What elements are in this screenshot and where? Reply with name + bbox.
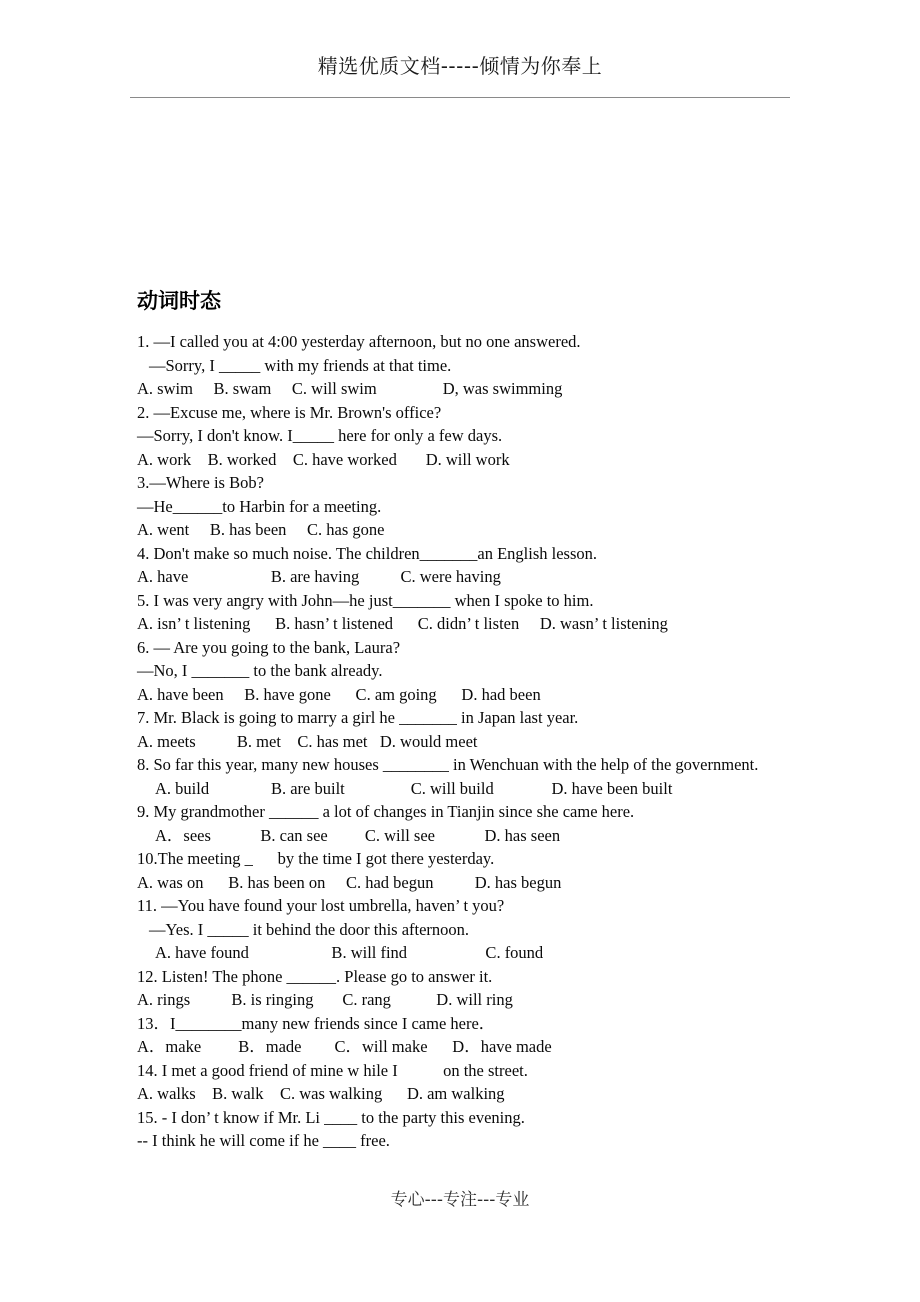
q3-options: A. went B. has been C. has gone (137, 520, 385, 539)
page-title: 动词时态 (137, 289, 221, 313)
q11-stem-b: —Yes. I _____ it behind the door this afternoon. (149, 919, 470, 939)
q15-stem-b: -- I think he will come if he ____ free. (137, 1131, 390, 1150)
q3-stem-b: —He______to Harbin for a meeting. (137, 496, 382, 516)
q5-stem: 5. I was very angry with John—he just_______ when I spoke to him. (137, 590, 594, 610)
q2-stem-b: —Sorry, I don't know. I_____ here for only a few days. (137, 426, 503, 445)
q15-stem-a: 15. ‑ I don’ t know if Mr. Li ____ to the party this evening. (137, 1107, 525, 1127)
q7-stem: 7. Mr. Black is going to marry a girl he _______ in Japan last year. (137, 708, 579, 727)
q12-stem: 12. Listen! The phone ______. Please go to answer it. (137, 966, 493, 986)
q1-stem-a: 1. —I called you at 4:00 yesterday afternoon, but no one answered. (137, 332, 581, 351)
q9-stem: 9. My grandmother ______ a lot of changes in Tianjin since she came here. (137, 802, 635, 821)
q4-stem: 4. Don't make so much noise. The children_______an English lesson. (137, 543, 598, 563)
q5-options: A. isn’ t listening B. hasn’ t listened C. didn’ t listen D. wasn’ t listening (137, 614, 668, 633)
footer-watermark-text: 专心---专注---专业 (390, 1190, 530, 1210)
q10-stem: 10.The meeting _ by the time I got there yesterday. (137, 849, 495, 868)
question-list (137, 330, 837, 1153)
q6-options: A. have been B. have gone C. am going D. had been (137, 684, 541, 704)
q12-options: A. rings B. is ringing C. rang D. will ring (137, 990, 513, 1009)
q1-options: A. swim B. swam C. will swim D, was swimming (137, 379, 563, 398)
q14-options: A. walks B. walk C. was walking D. am walking (137, 1084, 505, 1103)
q9-options: A．sees B. can see C. will see D. has seen (155, 825, 561, 845)
q6-stem-a: 6. — Are you going to the bank, Laura? (137, 637, 401, 657)
page-footer (130, 1188, 790, 1212)
q1-stem-b: —Sorry, I _____ with my friends at that time. (149, 355, 452, 375)
q14-stem: 14. I met a good friend of mine w hile I on the street. (137, 1060, 528, 1080)
header-watermark-text: 精选优质文档-----倾情为你奉上 (317, 54, 603, 78)
q8-options: A. build B. are built C. will build D. have been built (155, 778, 673, 798)
q13-stem: 13．I________many new friends since I came here． (137, 1013, 496, 1033)
header-divider-rule (130, 97, 790, 98)
q2-stem-a: 2. —Excuse me, where is Mr. Brown's office? (137, 402, 442, 422)
q11-options: A. have found B. will find C. found (155, 943, 544, 962)
q6-stem-b: —No, I _______ to the bank already. (137, 661, 383, 680)
q7-options: A. meets B. met C. has met D. would meet (137, 731, 478, 751)
q4-options: A. have B. are having C. were having (137, 567, 501, 586)
q2-options: A. work B. worked C. have worked D. will work (137, 449, 510, 469)
q11-stem-a: 11. —You have found your lost umbrella, haven’ t you? (137, 896, 505, 915)
q3-stem-a: 3.—Where is Bob? (137, 473, 264, 492)
page-header (130, 52, 790, 80)
q8-stem: 8. So far this year, many new houses ________ in Wenchuan with the help of the government. (137, 755, 759, 774)
q10-options: A. was on B. has been on C. had begun D. has begun (137, 872, 562, 892)
q13-options: A．make B．made C．will make D．have made (137, 1037, 552, 1056)
